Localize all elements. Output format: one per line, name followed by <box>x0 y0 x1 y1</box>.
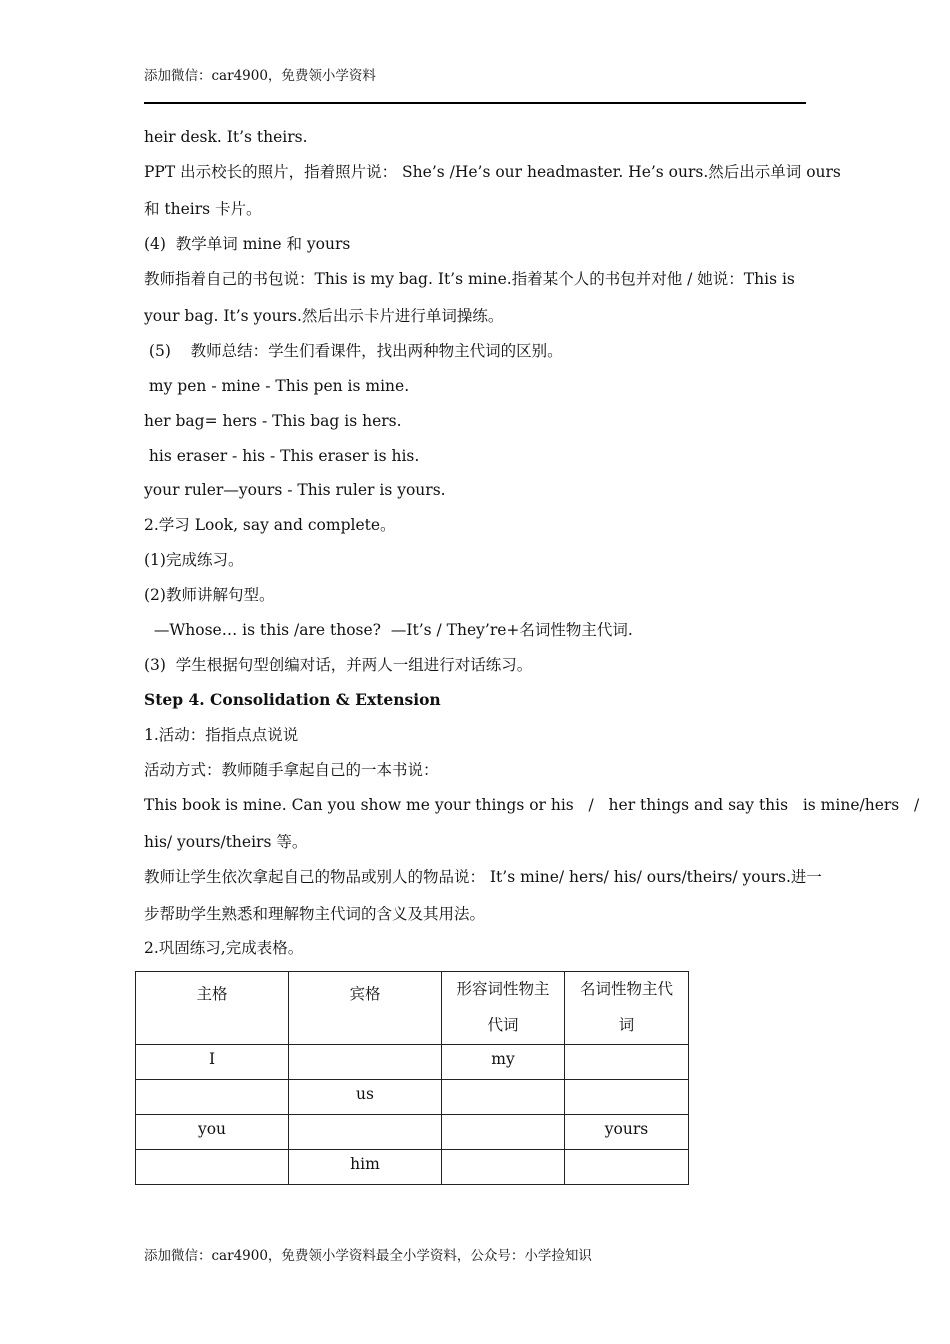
header-line: 形容词性物主 <box>456 980 550 998</box>
text-line: his/ yours/theirs 等。 <box>144 833 308 851</box>
table-cell <box>442 1150 565 1185</box>
table-row <box>136 1115 689 1150</box>
text-line: 和 theirs 卡片。 <box>144 200 262 218</box>
text-line: 2.学习 Look, say and complete。 <box>144 516 396 534</box>
table-cell <box>136 1045 289 1080</box>
table-row <box>136 1080 689 1115</box>
header-cell <box>136 972 289 1045</box>
header-cell-text <box>442 972 564 1040</box>
header-line: 代词 <box>487 1016 519 1034</box>
text-line: his eraser - his - This eraser is his. <box>144 447 420 465</box>
cell-text <box>136 1150 288 1154</box>
header-cell <box>565 972 689 1045</box>
text-line: 1.活动：指指点点说说 <box>144 726 299 744</box>
cell-text: yours <box>604 1120 649 1138</box>
cell-text <box>565 1150 688 1154</box>
header-line: 词 <box>618 1016 635 1034</box>
header-cell <box>289 972 442 1045</box>
text-line: 教师让学生依次拿起自己的物品或别人的物品说： It’s mine/ hers/ his/ ours/theirs/ yours.进一 <box>144 868 822 886</box>
header-cell <box>442 972 565 1045</box>
table-cell <box>442 1080 565 1115</box>
text-line: PPT 出示校长的照片，指着照片说： She’s /He’s our headmaster. He’s ours.然后出示单词 ours <box>144 163 841 181</box>
cell-text <box>565 1080 688 1084</box>
pronoun-table <box>135 971 689 1185</box>
header-cell-text: 宾格 <box>349 985 381 1003</box>
text-line: —Whose… is this /are those? —It’s / They’re+名词性物主代词. <box>144 621 633 639</box>
table-cell <box>289 1115 442 1150</box>
section-heading: Step 4. Consolidation & Extension <box>144 690 441 709</box>
text-line: heir desk. It’s theirs. <box>144 128 308 146</box>
text-line: your bag. It’s yours.然后出示卡片进行单词操练。 <box>144 307 504 325</box>
table-cell <box>136 1150 289 1185</box>
table-row <box>136 1045 689 1080</box>
table-cell <box>442 1045 565 1080</box>
header-line: 名词性物主代 <box>579 980 673 998</box>
text-line: (5) 教师总结：学生们看课件，找出两种物主代词的区别。 <box>144 342 563 360</box>
header-cell-text <box>565 972 688 1040</box>
cell-text <box>289 1045 441 1049</box>
table-cell <box>289 1080 442 1115</box>
page-footer: 添加微信：car4900，免费领小学资料最全小学资料，公众号：小学捡知识 <box>144 1248 592 1264</box>
table-cell <box>565 1045 689 1080</box>
text-line: 教师指着自己的书包说：This is my bag. It’s mine.指着某个人的书包并对他 / 她说：This is <box>144 270 795 288</box>
table-cell <box>442 1115 565 1150</box>
cell-text <box>442 1080 564 1084</box>
cell-text: you <box>197 1120 227 1138</box>
cell-text <box>565 1045 688 1049</box>
cell-text: I <box>208 1050 216 1068</box>
text-line: her bag= hers - This bag is hers. <box>144 412 402 430</box>
text-line: This book is mine. Can you show me your things or his / her things and say this is mine/hers / <box>144 796 920 814</box>
text-line: (3) 学生根据句型创编对话，并两人一组进行对话练习。 <box>144 656 533 674</box>
table-cell <box>289 1045 442 1080</box>
text-line: (1)完成练习。 <box>144 551 244 569</box>
text-line: 活动方式：教师随手拿起自己的一本书说： <box>144 761 439 779</box>
text-line: 步帮助学生熟悉和理解物主代词的含义及其用法。 <box>144 905 486 923</box>
cell-text <box>136 1080 288 1084</box>
table-cell <box>136 1080 289 1115</box>
header-divider <box>144 102 806 104</box>
table-cell <box>565 1080 689 1115</box>
table-cell <box>136 1115 289 1150</box>
text-line: (4) 教学单词 mine 和 yours <box>144 235 351 253</box>
cell-text: us <box>356 1085 374 1103</box>
text-line: (2)教师讲解句型。 <box>144 586 275 604</box>
cell-text <box>442 1150 564 1154</box>
cell-text: him <box>350 1155 380 1173</box>
cell-text: my <box>491 1050 515 1068</box>
table-cell <box>565 1115 689 1150</box>
table-cell <box>289 1150 442 1185</box>
text-line: 2.巩固练习,完成表格。 <box>144 939 304 957</box>
text-line: my pen - mine - This pen is mine. <box>144 377 410 395</box>
header-cell-text: 主格 <box>196 985 228 1003</box>
table-cell <box>565 1150 689 1185</box>
cell-text <box>442 1115 564 1119</box>
table-row <box>136 1150 689 1185</box>
table-header-row <box>136 972 689 1045</box>
cell-text <box>289 1115 441 1119</box>
text-line: your ruler—yours - This ruler is yours. <box>144 481 446 499</box>
page-header: 添加微信：car4900，免费领小学资料 <box>144 68 376 84</box>
